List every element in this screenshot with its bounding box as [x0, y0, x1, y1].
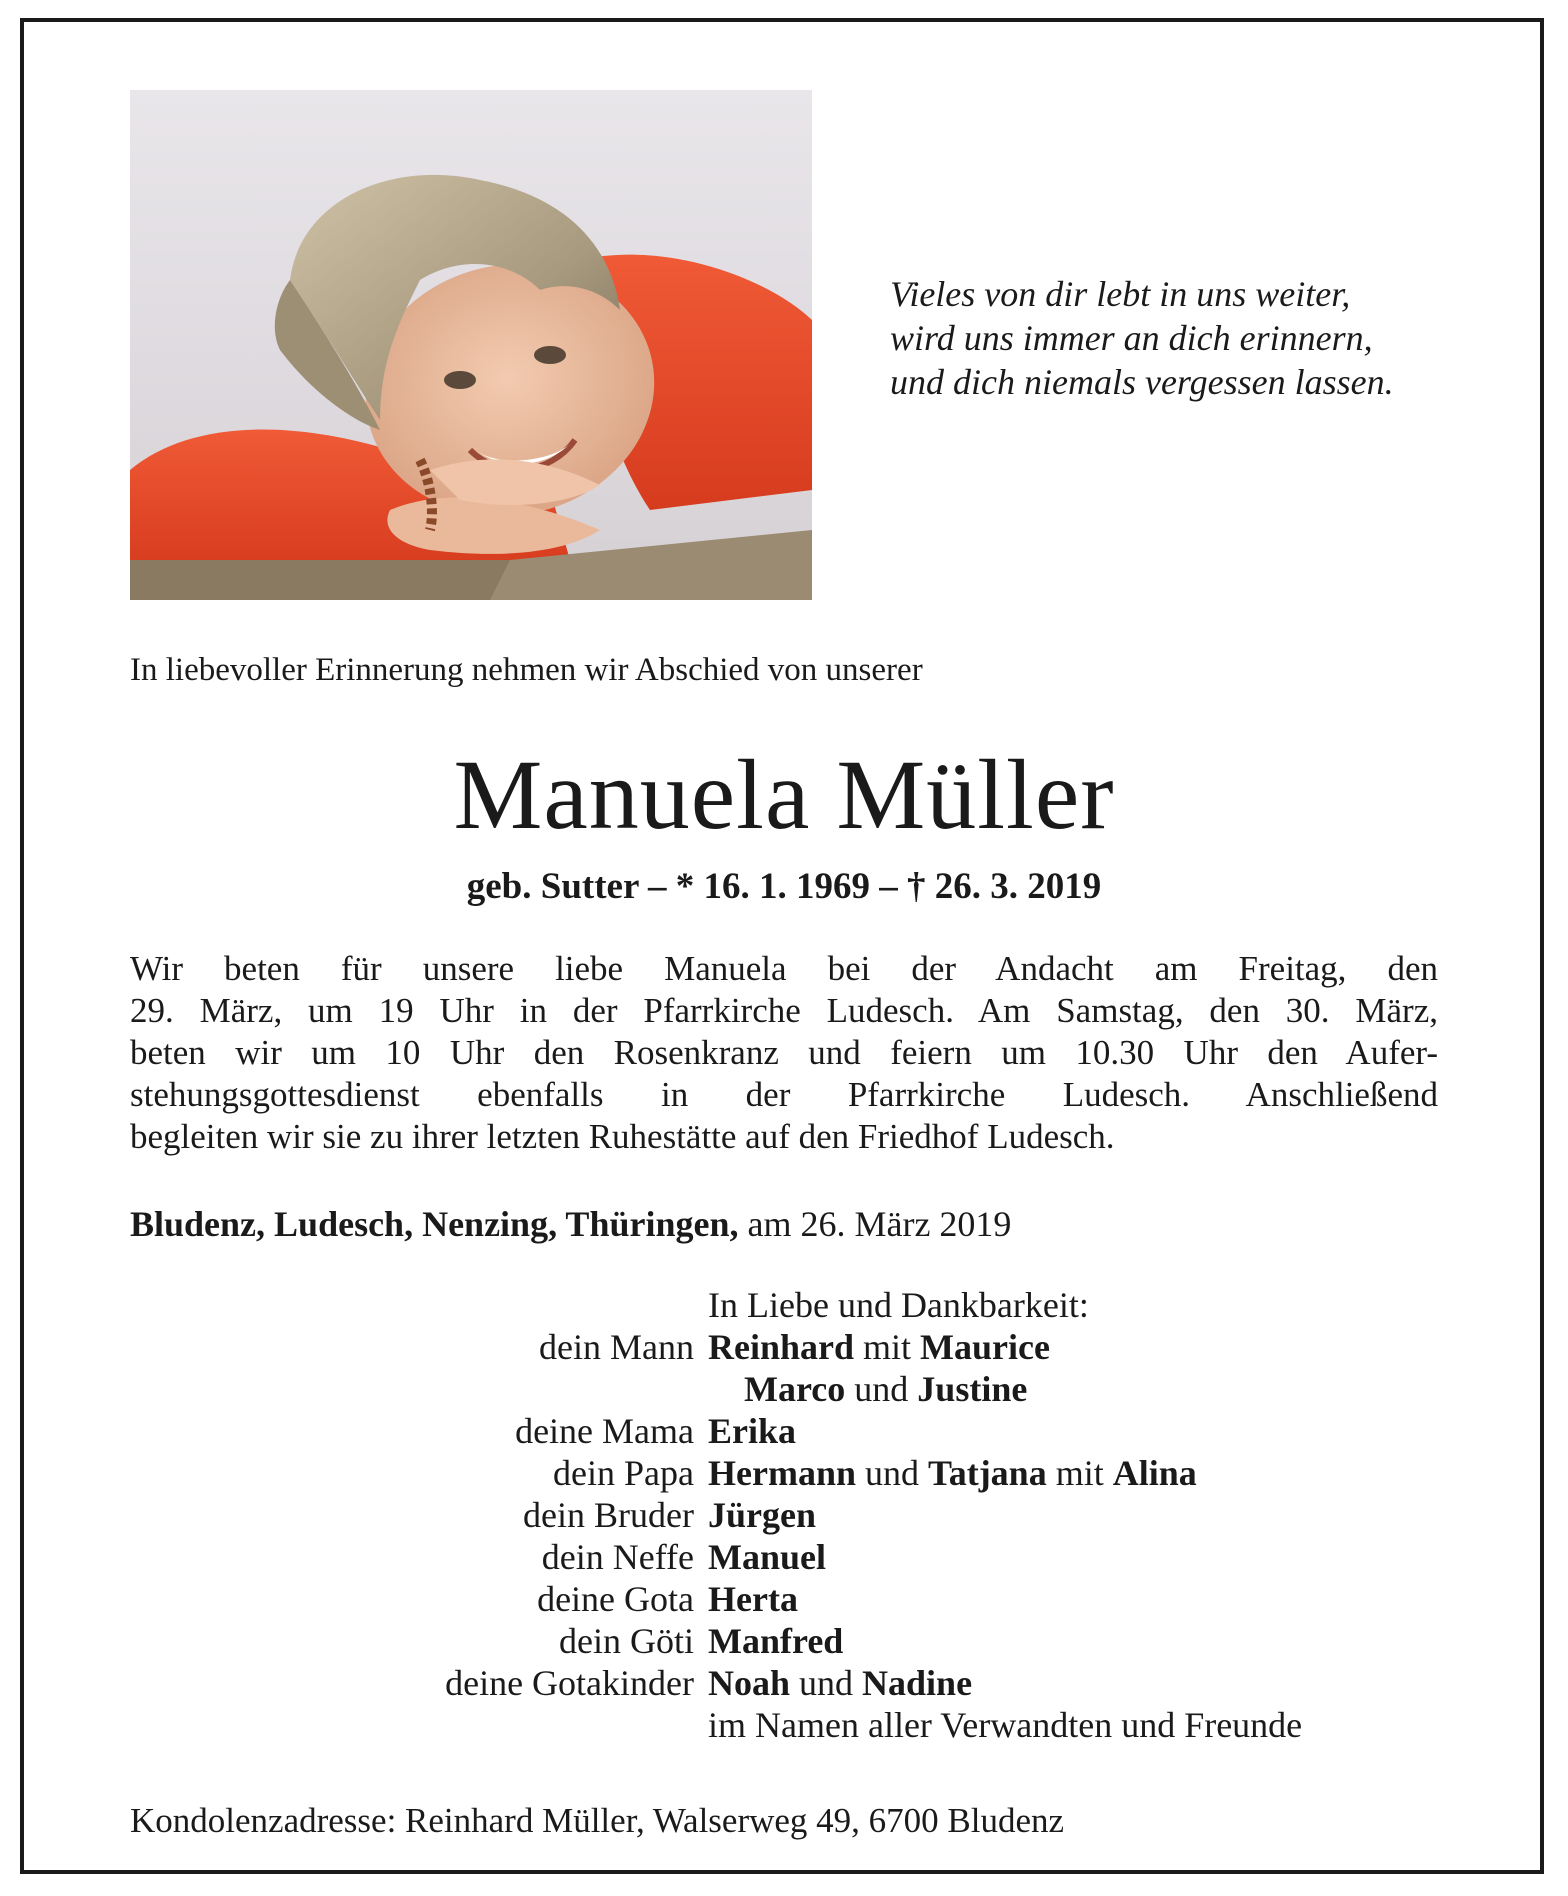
family-names [708, 1368, 1460, 1410]
service-line: stehungsgottesdienst ebenfalls in der Pfarrkirche Ludesch. Anschließend [130, 1075, 1438, 1114]
quote-line: wird uns immer an dich erinnern, [890, 318, 1373, 358]
family-names [708, 1536, 1460, 1578]
family-connector: mit [854, 1327, 921, 1367]
family-row [130, 1410, 1460, 1452]
family-member-name: Nadine [862, 1663, 973, 1703]
family-names [708, 1326, 1460, 1368]
family-rows [130, 1326, 1460, 1704]
family-row [130, 1326, 1460, 1368]
family-relation: dein Neffe [541, 1537, 694, 1577]
family-names [708, 1452, 1460, 1494]
family-member-name: Erika [708, 1411, 797, 1451]
service-line: begleiten wir sie zu ihrer letzten Ruhestätte auf den Friedhof Ludesch. [130, 1117, 1115, 1156]
family-relation: deine Mama [515, 1411, 694, 1451]
service-line: Wir beten für unsere liebe Manuela bei der Andacht am Freitag, den [130, 949, 1438, 988]
family-heading: In Liebe und Dankbarkeit: [708, 1285, 1089, 1325]
family-row [130, 1368, 1460, 1410]
family-member-name: Justine [917, 1369, 1028, 1409]
deceased-name: Manuela Müller [453, 739, 1115, 850]
family-member-name: Tatjana [928, 1453, 1047, 1493]
family-connector: und [790, 1663, 863, 1703]
family-member-name: Reinhard [708, 1327, 855, 1367]
family-names [708, 1410, 1460, 1452]
portrait-illustration [130, 90, 812, 600]
family-relation: dein Bruder [523, 1495, 694, 1535]
family-member-name: Noah [708, 1663, 791, 1703]
family-names [708, 1662, 1460, 1704]
place-date [130, 1202, 1011, 1246]
family-list [130, 1284, 1460, 1746]
family-closing: im Namen aller Verwandten und Freunde [708, 1705, 1303, 1745]
family-relation: deine Gota [537, 1579, 694, 1619]
family-row [130, 1662, 1460, 1704]
family-names [708, 1620, 1460, 1662]
family-member-name: Jürgen [708, 1495, 816, 1535]
intro-text: In liebevoller Erinnerung nehmen wir Abschied von unserer [130, 652, 923, 688]
quote-line: Vieles von dir lebt in uns weiter, [890, 274, 1351, 314]
family-member-name: Alina [1112, 1453, 1197, 1493]
family-connector: mit [1046, 1453, 1113, 1493]
family-member-name: Manuel [708, 1537, 827, 1577]
family-row [130, 1620, 1460, 1662]
family-relation [130, 1368, 708, 1410]
family-row [130, 1494, 1460, 1536]
family-row [130, 1578, 1460, 1620]
family-row [130, 1452, 1460, 1494]
family-relation: dein Mann [539, 1327, 694, 1367]
family-connector: und [856, 1453, 928, 1493]
service-details [130, 948, 1438, 1158]
family-relation: deine Gotakinder [445, 1663, 694, 1703]
family-member-name: Hermann [708, 1453, 856, 1493]
family-member-name: Maurice [920, 1327, 1050, 1367]
place-date-text: am 26. März 2019 [738, 1204, 1012, 1244]
family-member-name: Marco [744, 1369, 846, 1409]
family-names [708, 1494, 1460, 1536]
family-heading-row [130, 1284, 1460, 1326]
service-line: beten wir um 10 Uhr den Rosenkranz und feiern um 10.30 Uhr den Aufer- [130, 1033, 1438, 1072]
family-names [708, 1578, 1460, 1620]
family-row [130, 1536, 1460, 1578]
service-line: 29. März, um 19 Uhr in der Pfarrkirche Ludesch. Am Samstag, den 30. März, [130, 991, 1438, 1030]
quote-line: und dich niemals vergessen lassen. [890, 362, 1394, 402]
family-relation: dein Göti [559, 1621, 694, 1661]
memorial-quote [890, 272, 1480, 404]
place-towns: Bludenz, Ludesch, Nenzing, Thüringen, [130, 1204, 739, 1244]
birth-death-dates: geb. Sutter – * 16. 1. 1969 – † 26. 3. 2019 [466, 866, 1102, 907]
family-closing-row [130, 1704, 1460, 1746]
condolence-address: Kondolenzadresse: Reinhard Müller, Walserweg 49, 6700 Bludenz [130, 1801, 1065, 1840]
family-connector: und [845, 1369, 918, 1409]
portrait-photo [130, 90, 812, 600]
family-member-name: Herta [708, 1579, 798, 1619]
family-relation: dein Papa [553, 1453, 694, 1493]
family-member-name: Manfred [708, 1621, 844, 1661]
